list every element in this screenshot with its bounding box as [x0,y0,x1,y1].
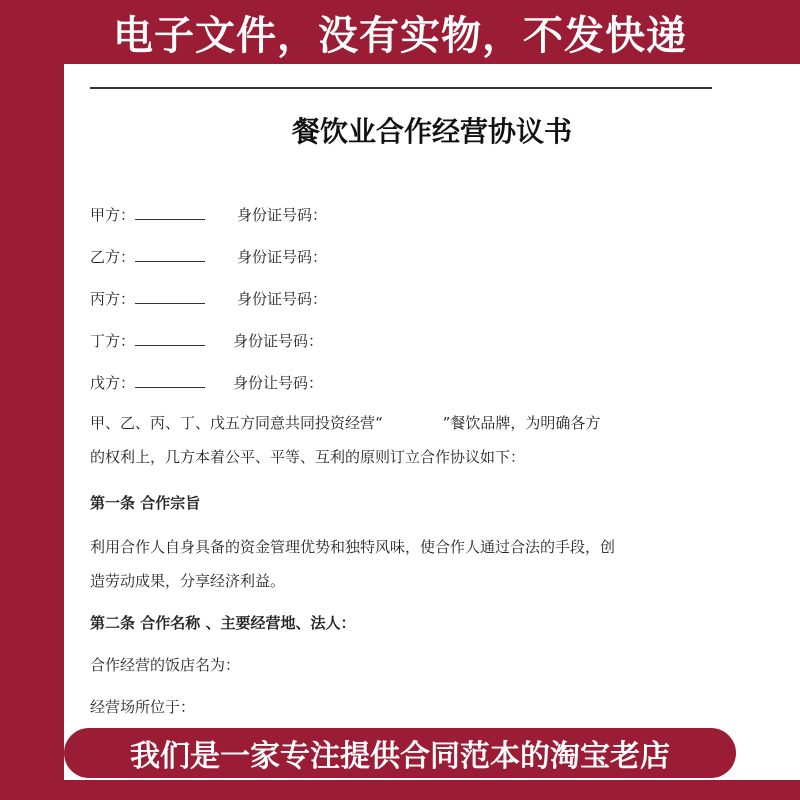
article-1-body [90,530,720,598]
article-2-heading: 第二条 合作名称 、主要经营地、法人： [90,614,356,632]
party-row-yi [90,246,327,267]
intro-paragraph [90,406,720,474]
party-row-wu [90,372,323,393]
party-name: 戊方： [90,374,136,392]
top-banner: 电子文件，没有实物，不发快递 [113,12,687,59]
id-label: 身份证号码： [237,206,328,224]
article-2-line-1: 合作经营的饭店名为： [90,656,241,674]
id-label: 身份证号码： [237,248,328,266]
party-name: 丙方： [90,290,136,308]
article-1-line-2: 造劳动成果，分享经济利益。 [90,572,286,590]
bottom-banner: 我们是一家专注提供合同范本的淘宝老店 [64,728,736,778]
article-1-heading: 第一条 合作宗旨 [90,494,201,512]
article-1-line-1: 利用合作人自身具备的资金管理优势和独特风味，使合作人通过合法的手段，创 [90,538,616,556]
blank-line [135,247,205,262]
blank-line [135,205,205,220]
id-label: 身份证号码： [233,332,324,350]
blank-line [135,373,205,388]
party-name: 甲方： [90,206,136,224]
header-rule [90,87,712,89]
id-label: 身份让号码： [233,374,324,392]
id-label: 身份证号码： [237,290,328,308]
document-page [64,64,800,780]
intro-line-1: 甲、乙、丙、丁、戊五方同意共同投资经营“ ”餐饮品牌，为明确各方 [90,414,601,432]
party-name: 丁方： [90,332,136,350]
party-row-bing [90,288,327,309]
article-2-line-2: 经营场所位于： [90,698,196,716]
document-title: 餐饮业合作经营协议书 [291,115,572,148]
party-name: 乙方： [90,248,136,266]
party-row-jia [90,204,327,225]
blank-line [135,331,205,346]
party-row-ding [90,330,323,351]
blank-line [135,289,205,304]
intro-line-2: 的权利上，几方本着公平、平等、互利的原则订立合作协议如下： [90,448,526,466]
